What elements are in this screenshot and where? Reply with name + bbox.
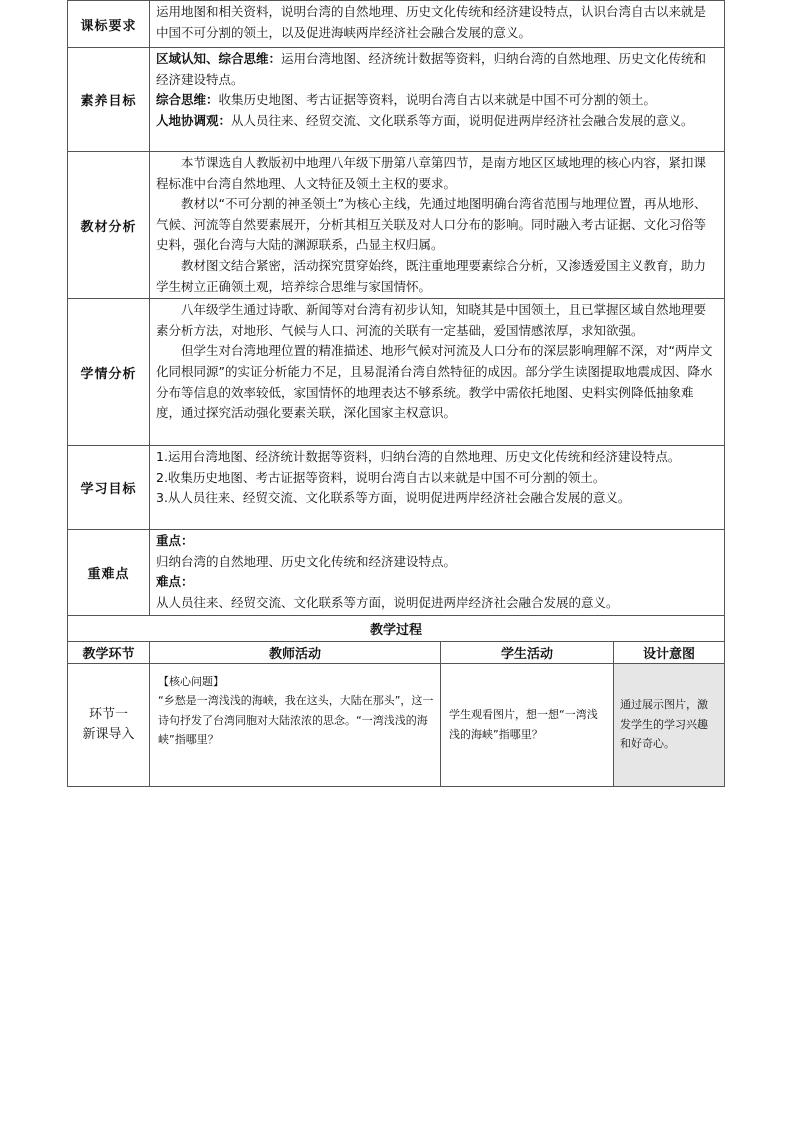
objective-item: 2.收集历史地图、考古证据等资料，说明台湾自古以来就是中国不可分割的领土。	[156, 469, 606, 485]
literacy-text: 运用台湾地图、经济统计数据等资料，归纳台湾的自然地理、历史文化传统和经济建设特点。	[156, 51, 707, 87]
teacher-heading: 【核心问题】	[158, 674, 224, 688]
objectives-content	[150, 446, 725, 530]
literacy-term: 综合思维：	[156, 92, 219, 108]
students-label: 学情分析	[68, 299, 150, 446]
student-activity	[441, 663, 614, 786]
stage-name-line1: 环节一	[88, 706, 128, 722]
keypoints-row	[68, 530, 725, 615]
objectives-label: 学习目标	[68, 446, 150, 530]
teacher-activity	[150, 663, 441, 786]
stage-name-line2: 新课导入	[82, 726, 135, 742]
objective-item: 3.从人员往来、经贸交流、文化联系等方面，说明促进两岸经济社会融合发展的意义。	[156, 490, 631, 506]
objectives-row	[68, 446, 725, 530]
curriculum-label: 课标要求	[68, 1, 150, 48]
header-teacher: 教师活动	[150, 641, 441, 663]
stage-name	[68, 663, 150, 786]
textbook-paragraph: 教材以“不可分割的神圣领土”为核心主线，先通过地图明确台湾省范围与地理位置，再从地形、气候、河流等自然要素展开，分析其相互关联及对人口分布的影响。同时融入考古证据、文化习俗等史料，强化台湾与大陆的渊源联系，凸显主权归属。	[156, 196, 707, 253]
textbook-paragraph: 本节课选自人教版初中地理八年级下册第八章第四节，是南方地区区域地理的核心内容，紧扣课程标准中台湾自然地理、人文特征及领土主权的要求。	[156, 155, 707, 191]
literacy-item	[156, 49, 718, 90]
textbook-paragraph: 教材图文结合紧密，活动探究贯穿始终，既注重地理要素综合分析，又渗透爱国主义教育，助力学生树立正确领土观，培养综合思维与家国情怀。	[156, 257, 707, 294]
key-text: 归纳台湾的自然地理、历史文化传统和经济建设特点。	[156, 553, 457, 569]
header-stage: 教学环节	[68, 641, 150, 663]
lesson-plan-table	[67, 0, 725, 787]
objective-item: 1.运用台湾地图、经济统计数据等资料，归纳台湾的自然地理、历史文化传统和经济建设特点。	[156, 449, 681, 465]
students-row	[68, 299, 725, 446]
literacy-item	[156, 111, 718, 132]
students-paragraph: 八年级学生通过诗歌、新闻等对台湾有初步认知，知晓其是中国领土，且已掌握区域自然地理要素分析方法，对地形、气候与人口、河流的关联有一定基础，爱国情感浓厚，求知欲强。	[156, 302, 707, 338]
textbook-content	[150, 152, 725, 299]
literacy-content	[150, 48, 725, 152]
header-intent: 设计意图	[614, 641, 725, 663]
literacy-text: 收集历史地图、考古证据等资料，说明台湾自古以来就是中国不可分割的领土。	[218, 92, 657, 108]
process-title-row	[68, 615, 725, 641]
curriculum-text: 运用地图和相关资料，说明台湾的自然地理、历史文化传统和经济建设特点，认识台湾自古以来就是中国不可分割的领土，以及促进海峡两岸经济社会融合发展的意义。	[156, 4, 707, 40]
literacy-term: 区域认知、综合思维：	[156, 51, 282, 66]
literacy-text: 从人员往来、经贸交流、文化联系等方面，说明促进两岸经济社会融合发展的意义。	[231, 112, 694, 128]
difficulty-label: 难点：	[156, 574, 194, 590]
header-student: 学生活动	[441, 641, 614, 663]
curriculum-content	[150, 1, 725, 48]
students-paragraph: 但学生对台湾地理位置的精准描述、地形气候对河流及人口分布的深层影响理解不深，对“两岸文化同根同源”的实证分析能力不足，且易混淆台湾自然特征的成因。部分学生读图提取地震成因、降水分布等信息的效率较低，家国情怀的地理表达不够系统。教学中需依托地图、史料实例降低抽象难度，通过探究活动强化要素关联，深化国家主权意识。	[156, 343, 713, 421]
literacy-item	[156, 90, 718, 111]
students-content	[150, 299, 725, 446]
curriculum-row	[68, 1, 725, 48]
textbook-label: 教材分析	[68, 152, 150, 299]
process-header-row	[68, 641, 725, 663]
stage-row	[68, 663, 725, 786]
keypoints-label: 重难点	[68, 530, 150, 615]
literacy-term: 人地协调观：	[156, 112, 232, 128]
intent-text: 通过展示图片，激发学生的学习兴趣和好奇心。	[620, 698, 708, 751]
process-title: 教学过程	[68, 615, 725, 641]
student-text: 学生观看图片，想一想“一湾浅浅的海峡”指哪里？	[449, 708, 598, 741]
keypoints-content	[150, 530, 725, 615]
teacher-text: “乡愁是一湾浅浅的海峡，我在这头，大陆在那头”，这一诗句抒发了台湾同胞对大陆浓浓的思念。“一湾浅浅的海峡”指哪里？	[158, 694, 434, 747]
difficulty-text: 从人员往来、经贸交流、文化联系等方面，说明促进两岸经济社会融合发展的意义。	[156, 594, 619, 610]
key-label: 重点：	[156, 533, 194, 549]
textbook-row	[68, 152, 725, 299]
design-intent	[614, 663, 725, 786]
literacy-label: 素养目标	[68, 48, 150, 152]
literacy-row	[68, 48, 725, 152]
